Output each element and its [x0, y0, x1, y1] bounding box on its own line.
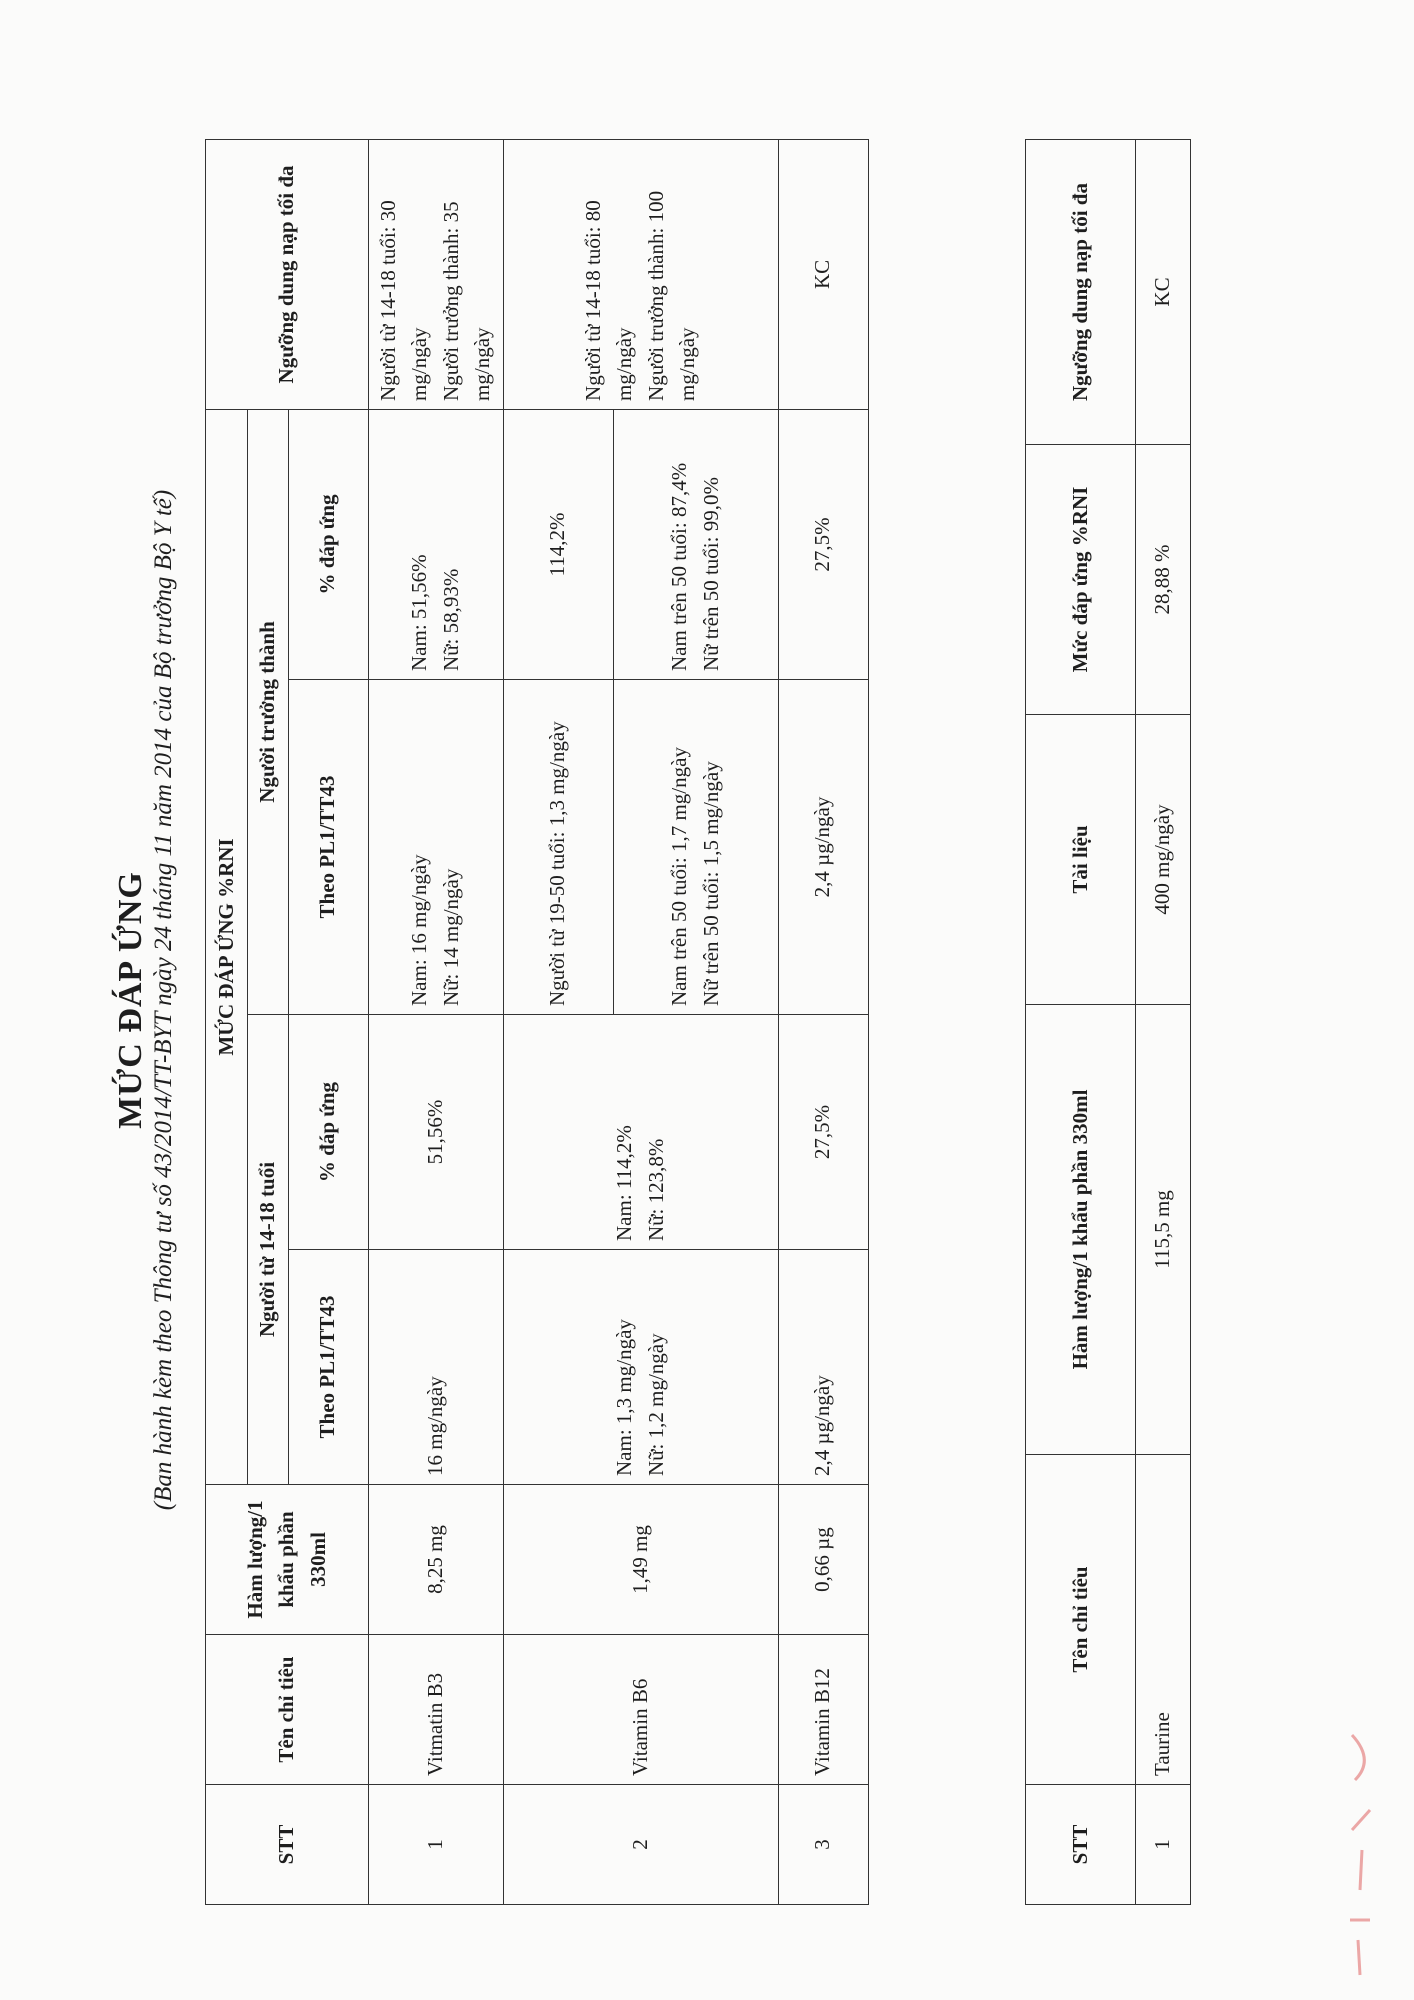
header-name: Tên chỉ tiêu	[1026, 1455, 1136, 1785]
cell-adult-pct: 114,2%	[503, 409, 613, 679]
cell-pct: 28,88 %	[1136, 445, 1191, 715]
cell-line: Người từ 14-18 tuổi: 30 mg/ngày	[375, 200, 431, 401]
cell-stt: 1	[368, 1785, 503, 1905]
cell-name: Taurine	[1136, 1455, 1191, 1785]
cell-amount: 0,66 µg	[778, 1485, 868, 1635]
cell-line: Nam: 16 mg/ngày	[407, 854, 431, 1006]
header-teen: Người từ 14-18 tuổi	[248, 1015, 289, 1485]
cell-teen-pct: 51,56%	[368, 1015, 503, 1250]
document-subtitle: (Ban hành kèm theo Thông tư số 43/2014/TT-BYT ngày 24 tháng 11 năm 2014 của Bộ trưởng Bộ Y tế)	[150, 489, 177, 1511]
table-row	[503, 139, 613, 1904]
cell-adult-ref	[613, 680, 778, 1015]
cell-adult-pct	[368, 409, 503, 679]
header-doc: Tài liệu	[1026, 715, 1136, 1005]
cell-doc: 400 mg/ngày	[1136, 715, 1191, 1005]
cell-stt: 2	[503, 1785, 778, 1905]
cell-line: Nữ: 123,8%	[643, 1138, 668, 1241]
cell-adult-pct: 27,5%	[778, 409, 868, 679]
cell-adult-ref	[368, 680, 503, 1015]
header-adult-ref: Theo PL1/TT43	[288, 680, 368, 1015]
header-amount: Hàm lượng/1 khẩu phần 330ml	[1026, 1005, 1136, 1455]
cell-adult-pct	[613, 409, 778, 679]
cell-teen-pct	[503, 1015, 778, 1250]
header-max: Ngưỡng dung nạp tối đa	[1026, 140, 1136, 445]
cell-line: Nam: 51,56%	[407, 554, 431, 671]
header-max: Ngưỡng dung nạp tối đa	[206, 139, 369, 409]
header-teen-pct: % đáp ứng	[288, 1015, 368, 1250]
cell-teen-ref	[503, 1250, 778, 1485]
cell-teen-pct: 27,5%	[778, 1015, 868, 1250]
cell-stt: 1	[1136, 1785, 1191, 1905]
cell-amount: 115,5 mg	[1136, 1005, 1191, 1455]
cell-stt: 3	[778, 1785, 868, 1905]
cell-line: Nam: 114,2%	[612, 1125, 636, 1241]
header-stt: STT	[1026, 1785, 1136, 1905]
cell-line: Nam: 1,3 mg/ngày	[612, 1319, 636, 1476]
header-pct: Mức đáp ứng %RNI	[1026, 445, 1136, 715]
table-row	[368, 139, 503, 1904]
cell-name: Vitamin B6	[503, 1635, 778, 1785]
cell-teen-ref: 16 mg/ngày	[368, 1250, 503, 1485]
header-adult: Người trưởng thành	[248, 409, 289, 1014]
cell-line: Người từ 14-18 tuổi: 80 mg/ngày	[580, 200, 636, 401]
table-row	[778, 139, 868, 1904]
cell-max: KC	[778, 139, 868, 409]
cell-name: Vitamin B12	[778, 1635, 868, 1785]
cell-max	[368, 139, 503, 409]
cell-amount: 1,49 mg	[503, 1485, 778, 1635]
taurine-table	[1025, 139, 1191, 1905]
header-teen-ref: Theo PL1/TT43	[288, 1250, 368, 1485]
cell-line: Nữ: 14 mg/ngày	[438, 868, 463, 1006]
cell-line: Nữ trên 50 tuổi: 99,0%	[698, 477, 723, 671]
cell-line: Người trưởng thành: 35 mg/ngày	[438, 201, 494, 401]
header-stt: STT	[206, 1785, 369, 1905]
cell-line: Nữ: 58,93%	[438, 568, 463, 671]
cell-max	[503, 139, 778, 409]
response-level-table	[205, 139, 869, 1905]
cell-name: Vitmatin B3	[368, 1635, 503, 1785]
document-title: MỨC ĐÁP ỨNG	[112, 871, 149, 1129]
cell-teen-ref: 2,4 µg/ngày	[778, 1250, 868, 1485]
red-stamp-mark	[1340, 1720, 1387, 1980]
cell-line: Nam trên 50 tuổi: 87,4%	[667, 462, 691, 671]
table-row	[1136, 140, 1191, 1905]
header-amount: Hàm lượng/1 khẩu phần 330ml	[206, 1485, 369, 1635]
header-rni-group: MỨC ĐÁP ỨNG %RNI	[206, 409, 248, 1484]
cell-max: KC	[1136, 140, 1191, 445]
cell-line: Người trưởng thành: 100 mg/ngày	[643, 190, 699, 401]
header-adult-pct: % đáp ứng	[288, 409, 368, 679]
cell-amount: 8,25 mg	[368, 1485, 503, 1635]
cell-adult-ref: 2,4 µg/ngày	[778, 680, 868, 1015]
cell-line: Nữ trên 50 tuổi: 1,5 mg/ngày	[698, 761, 723, 1006]
header-name: Tên chỉ tiêu	[206, 1635, 369, 1785]
cell-line: Nữ: 1,2 mg/ngày	[643, 1333, 668, 1476]
cell-adult-ref: Người từ 19-50 tuổi: 1,3 mg/ngày	[503, 680, 613, 1015]
cell-line: Nam trên 50 tuổi: 1,7 mg/ngày	[667, 747, 691, 1006]
